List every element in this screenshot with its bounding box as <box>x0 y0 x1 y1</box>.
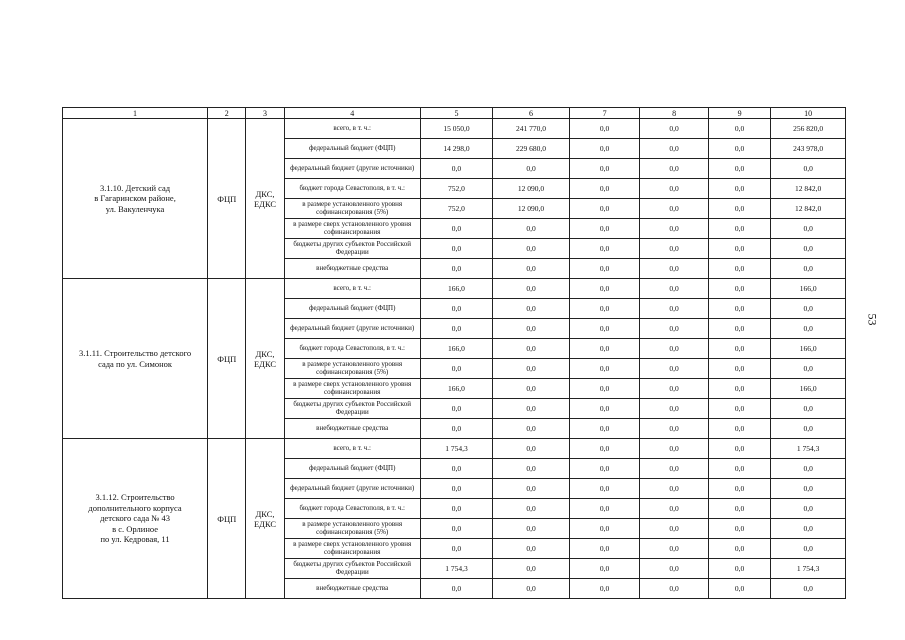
funding-source-cell: бюджеты других субъектов Российской Федерации <box>284 399 420 419</box>
amount-cell: 0,0 <box>708 499 770 519</box>
executor-cell <box>246 119 284 279</box>
amount-cell: 1 754,3 <box>771 439 846 459</box>
amount-cell: 0,0 <box>569 459 640 479</box>
amount-cell: 0,0 <box>420 419 493 439</box>
amount-cell: 0,0 <box>569 199 640 219</box>
amount-cell: 0,0 <box>771 539 846 559</box>
amount-cell: 0,0 <box>569 239 640 259</box>
amount-cell: 0,0 <box>771 579 846 599</box>
amount-cell: 0,0 <box>640 359 709 379</box>
amount-cell: 0,0 <box>708 319 770 339</box>
amount-cell: 0,0 <box>420 579 493 599</box>
funding-source-cell: бюджеты других субъектов Российской Федерации <box>284 239 420 259</box>
project-name-line: по ул. Кедровая, 11 <box>100 534 170 545</box>
amount-cell: 166,0 <box>771 339 846 359</box>
funding-source-cell: в размере сверх установленного уровня софинансирования <box>284 219 420 239</box>
amount-cell: 0,0 <box>708 379 770 399</box>
funding-source-cell: внебюджетные средства <box>284 259 420 279</box>
project-name-cell <box>63 279 208 439</box>
column-number-row <box>63 108 846 119</box>
amount-cell: 166,0 <box>771 279 846 299</box>
amount-cell: 12 090,0 <box>493 199 570 219</box>
executor-line: ЕДКС <box>253 358 277 369</box>
amount-cell: 0,0 <box>420 399 493 419</box>
amount-cell: 0,0 <box>708 119 770 139</box>
amount-cell: 0,0 <box>708 419 770 439</box>
amount-cell: 0,0 <box>493 339 570 359</box>
project-name-line: дополнительного корпуса <box>88 502 182 513</box>
funding-source-cell: бюджеты других субъектов Российской Федерации <box>284 559 420 579</box>
amount-cell: 0,0 <box>420 219 493 239</box>
funding-source-cell: в размере сверх установленного уровня софинансирования <box>284 539 420 559</box>
amount-cell: 0,0 <box>420 459 493 479</box>
amount-cell: 14 298,0 <box>420 139 493 159</box>
amount-cell: 0,0 <box>771 299 846 319</box>
column-number: 10 <box>771 108 846 119</box>
table-row <box>63 279 846 299</box>
amount-cell: 0,0 <box>708 539 770 559</box>
amount-cell: 0,0 <box>420 159 493 179</box>
amount-cell: 0,0 <box>493 219 570 239</box>
amount-cell: 0,0 <box>569 359 640 379</box>
amount-cell: 0,0 <box>708 559 770 579</box>
amount-cell: 0,0 <box>771 319 846 339</box>
amount-cell: 0,0 <box>640 199 709 219</box>
amount-cell: 0,0 <box>771 259 846 279</box>
page-number: 53 <box>865 313 880 326</box>
amount-cell: 0,0 <box>708 159 770 179</box>
project-name-cell <box>63 439 208 599</box>
amount-cell: 0,0 <box>708 179 770 199</box>
amount-cell: 0,0 <box>640 279 709 299</box>
amount-cell: 1 754,3 <box>420 439 493 459</box>
table-row <box>63 439 846 459</box>
amount-cell: 0,0 <box>420 499 493 519</box>
amount-cell: 0,0 <box>420 519 493 539</box>
funding-source-cell: всего, в т. ч.: <box>284 439 420 459</box>
amount-cell: 0,0 <box>640 219 709 239</box>
amount-cell: 0,0 <box>771 519 846 539</box>
amount-cell: 0,0 <box>771 159 846 179</box>
customer-cell: ФЦП <box>208 439 246 599</box>
amount-cell: 0,0 <box>708 279 770 299</box>
funding-source-cell: в размере сверх установленного уровня софинансирования <box>284 379 420 399</box>
amount-cell: 0,0 <box>420 479 493 499</box>
amount-cell: 0,0 <box>569 379 640 399</box>
amount-cell: 241 770,0 <box>493 119 570 139</box>
amount-cell: 0,0 <box>569 439 640 459</box>
column-number: 6 <box>493 108 570 119</box>
amount-cell: 0,0 <box>569 519 640 539</box>
amount-cell: 0,0 <box>708 439 770 459</box>
column-number: 4 <box>284 108 420 119</box>
amount-cell: 0,0 <box>493 299 570 319</box>
amount-cell: 0,0 <box>493 359 570 379</box>
amount-cell: 0,0 <box>640 379 709 399</box>
funding-source-cell: внебюджетные средства <box>284 579 420 599</box>
amount-cell: 0,0 <box>493 499 570 519</box>
customer-cell: ФЦП <box>208 119 246 279</box>
amount-cell: 0,0 <box>493 379 570 399</box>
amount-cell: 0,0 <box>569 559 640 579</box>
amount-cell: 0,0 <box>569 399 640 419</box>
amount-cell: 0,0 <box>708 219 770 239</box>
amount-cell: 0,0 <box>708 399 770 419</box>
funding-source-cell: в размере установленного уровня софинансирования (5%) <box>284 519 420 539</box>
amount-cell: 0,0 <box>569 419 640 439</box>
amount-cell: 0,0 <box>640 119 709 139</box>
amount-cell: 0,0 <box>569 319 640 339</box>
amount-cell: 0,0 <box>569 119 640 139</box>
amount-cell: 229 680,0 <box>493 139 570 159</box>
amount-cell: 0,0 <box>708 259 770 279</box>
amount-cell: 0,0 <box>708 339 770 359</box>
amount-cell: 0,0 <box>569 219 640 239</box>
funding-source-cell: федеральный бюджет (другие источники) <box>284 319 420 339</box>
budget-table <box>62 107 846 599</box>
table-row <box>63 119 846 139</box>
column-number: 3 <box>246 108 284 119</box>
amount-cell: 166,0 <box>420 339 493 359</box>
amount-cell: 0,0 <box>708 359 770 379</box>
amount-cell: 752,0 <box>420 179 493 199</box>
amount-cell: 0,0 <box>640 319 709 339</box>
amount-cell: 0,0 <box>569 139 640 159</box>
column-number: 5 <box>420 108 493 119</box>
funding-source-cell: в размере установленного уровня софинансирования (5%) <box>284 359 420 379</box>
amount-cell: 0,0 <box>640 499 709 519</box>
amount-cell: 0,0 <box>640 399 709 419</box>
amount-cell: 0,0 <box>640 419 709 439</box>
amount-cell: 12 090,0 <box>493 179 570 199</box>
column-number: 1 <box>63 108 208 119</box>
amount-cell: 1 754,3 <box>771 559 846 579</box>
amount-cell: 752,0 <box>420 199 493 219</box>
funding-source-cell: в размере установленного уровня софинансирования (5%) <box>284 199 420 219</box>
amount-cell: 0,0 <box>420 359 493 379</box>
project-name-cell <box>63 119 208 279</box>
amount-cell: 166,0 <box>420 279 493 299</box>
funding-source-cell: федеральный бюджет (другие источники) <box>284 159 420 179</box>
amount-cell: 12 842,0 <box>771 199 846 219</box>
amount-cell: 0,0 <box>640 339 709 359</box>
amount-cell: 0,0 <box>708 459 770 479</box>
amount-cell: 256 820,0 <box>771 119 846 139</box>
project-name-line: 3.1.11. Строительство детского <box>78 348 192 358</box>
column-number: 7 <box>569 108 640 119</box>
funding-source-cell: всего, в т. ч.: <box>284 279 420 299</box>
project-name-line: в с. Орлиное <box>112 523 158 534</box>
amount-cell: 0,0 <box>640 459 709 479</box>
amount-cell: 0,0 <box>771 399 846 419</box>
amount-cell: 0,0 <box>569 259 640 279</box>
amount-cell: 0,0 <box>420 259 493 279</box>
amount-cell: 0,0 <box>708 199 770 219</box>
project-name-line: 3.1.12. Строительство <box>95 492 175 503</box>
amount-cell: 0,0 <box>771 479 846 499</box>
executor-line: ДКС, <box>255 508 275 519</box>
funding-source-cell: федеральный бюджет (ФЦП) <box>284 139 420 159</box>
amount-cell: 0,0 <box>708 519 770 539</box>
amount-cell: 0,0 <box>708 579 770 599</box>
column-number: 2 <box>208 108 246 119</box>
amount-cell: 0,0 <box>640 539 709 559</box>
amount-cell: 0,0 <box>640 239 709 259</box>
amount-cell: 0,0 <box>493 439 570 459</box>
funding-source-cell: федеральный бюджет (другие источники) <box>284 479 420 499</box>
amount-cell: 0,0 <box>708 139 770 159</box>
amount-cell: 0,0 <box>420 239 493 259</box>
project-name-line: сада по ул. Симонок <box>98 358 173 369</box>
amount-cell: 243 978,0 <box>771 139 846 159</box>
amount-cell: 0,0 <box>771 419 846 439</box>
amount-cell: 0,0 <box>640 139 709 159</box>
amount-cell: 15 050,0 <box>420 119 493 139</box>
amount-cell: 0,0 <box>569 539 640 559</box>
amount-cell: 0,0 <box>771 239 846 259</box>
amount-cell: 0,0 <box>708 299 770 319</box>
funding-source-cell: федеральный бюджет (ФЦП) <box>284 459 420 479</box>
project-name-line: детского сада № 43 <box>100 513 170 524</box>
amount-cell: 0,0 <box>493 239 570 259</box>
column-number: 8 <box>640 108 709 119</box>
amount-cell: 0,0 <box>640 299 709 319</box>
project-name-line: 3.1.10. Детский сад <box>100 182 171 193</box>
amount-cell: 0,0 <box>640 259 709 279</box>
executor-line: ДКС, <box>255 188 275 199</box>
funding-source-cell: бюджет города Севастополя, в т. ч.: <box>284 179 420 199</box>
amount-cell: 0,0 <box>771 359 846 379</box>
amount-cell: 0,0 <box>640 579 709 599</box>
funding-source-cell: внебюджетные средства <box>284 419 420 439</box>
amount-cell: 0,0 <box>569 299 640 319</box>
funding-source-cell: всего, в т. ч.: <box>284 119 420 139</box>
executor-line: ЕДКС <box>253 518 277 529</box>
funding-source-cell: бюджет города Севастополя, в т. ч.: <box>284 339 420 359</box>
amount-cell: 0,0 <box>493 159 570 179</box>
amount-cell: 0,0 <box>493 319 570 339</box>
amount-cell: 0,0 <box>420 299 493 319</box>
amount-cell: 0,0 <box>708 239 770 259</box>
amount-cell: 0,0 <box>420 539 493 559</box>
amount-cell: 12 842,0 <box>771 179 846 199</box>
executor-cell <box>246 279 284 439</box>
executor-cell <box>246 439 284 599</box>
amount-cell: 0,0 <box>493 399 570 419</box>
amount-cell: 0,0 <box>640 159 709 179</box>
amount-cell: 0,0 <box>569 179 640 199</box>
amount-cell: 0,0 <box>569 579 640 599</box>
executor-line: ЕДКС <box>253 198 277 209</box>
amount-cell: 0,0 <box>493 519 570 539</box>
amount-cell: 0,0 <box>493 479 570 499</box>
amount-cell: 0,0 <box>640 559 709 579</box>
amount-cell: 0,0 <box>493 419 570 439</box>
amount-cell: 1 754,3 <box>420 559 493 579</box>
project-name-line: ул. Вакуленчука <box>105 203 165 214</box>
amount-cell: 0,0 <box>493 259 570 279</box>
amount-cell: 0,0 <box>493 579 570 599</box>
amount-cell: 0,0 <box>640 479 709 499</box>
amount-cell: 0,0 <box>569 159 640 179</box>
amount-cell: 0,0 <box>569 479 640 499</box>
amount-cell: 0,0 <box>771 219 846 239</box>
amount-cell: 0,0 <box>569 339 640 359</box>
funding-source-cell: федеральный бюджет (ФЦП) <box>284 299 420 319</box>
amount-cell: 0,0 <box>640 439 709 459</box>
amount-cell: 166,0 <box>771 379 846 399</box>
amount-cell: 0,0 <box>771 499 846 519</box>
amount-cell: 0,0 <box>493 539 570 559</box>
executor-line: ДКС, <box>255 348 275 359</box>
column-number: 9 <box>708 108 770 119</box>
amount-cell: 0,0 <box>493 279 570 299</box>
amount-cell: 0,0 <box>569 279 640 299</box>
amount-cell: 0,0 <box>493 459 570 479</box>
amount-cell: 0,0 <box>569 499 640 519</box>
amount-cell: 0,0 <box>420 319 493 339</box>
amount-cell: 0,0 <box>771 459 846 479</box>
amount-cell: 0,0 <box>640 179 709 199</box>
customer-cell: ФЦП <box>208 279 246 439</box>
amount-cell: 166,0 <box>420 379 493 399</box>
project-name-line: в Гагаринском районе, <box>94 193 176 204</box>
amount-cell: 0,0 <box>493 559 570 579</box>
amount-cell: 0,0 <box>708 479 770 499</box>
funding-source-cell: бюджет города Севастополя, в т. ч.: <box>284 499 420 519</box>
amount-cell: 0,0 <box>640 519 709 539</box>
